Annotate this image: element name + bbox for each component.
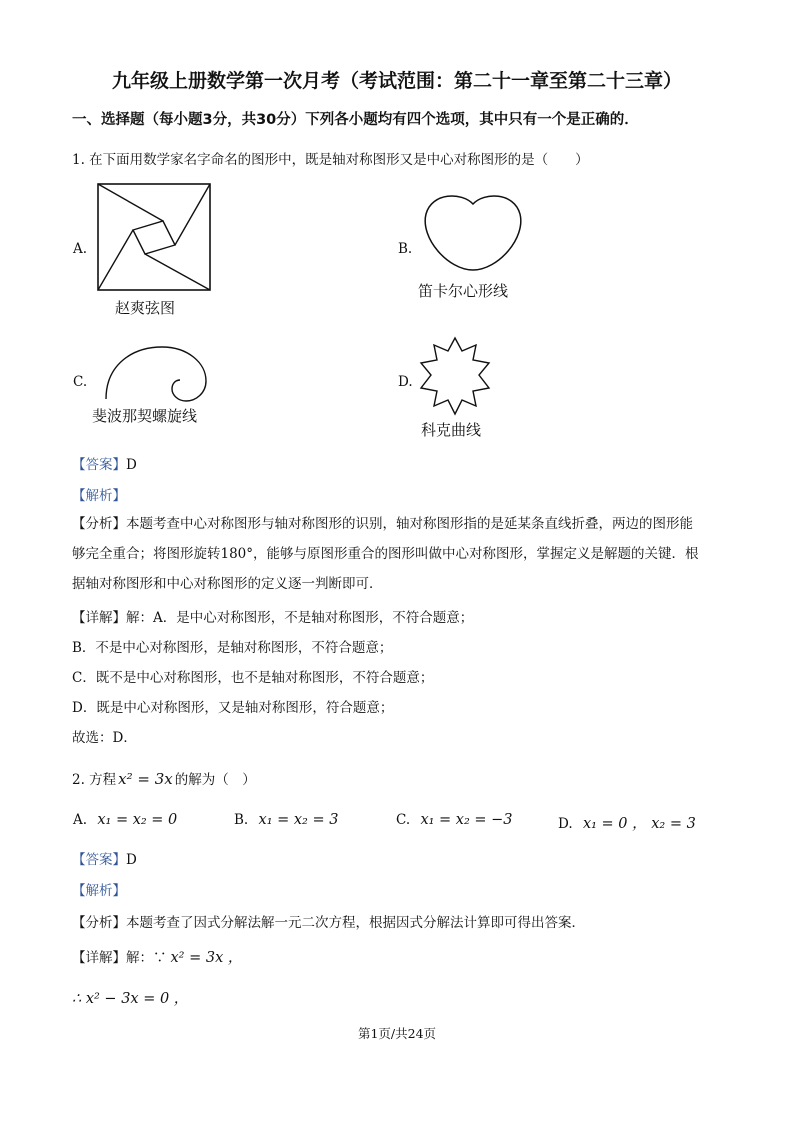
option-label: D. (558, 816, 573, 832)
question-1-stem: 1. 在下面用数学家名字命名的图形中，既是轴对称图形又是中心对称图形的是（ ） (72, 152, 589, 168)
q1-option-a-caption: 赵爽弦图 (115, 299, 176, 317)
detail-equation: ∴ x² − 3x = 0 ， (72, 991, 189, 1007)
answer-value: D (126, 852, 137, 868)
detail-line: 故选：D． (72, 730, 137, 746)
q2-stem-suffix: 的解为（ ） (174, 772, 256, 788)
q1-answer (72, 453, 137, 473)
q2-analysis-line: 【分析】本题考查了因式分解法解一元二次方程，根据因式分解法计算即可得出答案． (72, 915, 585, 931)
detail-line: 【详解】解：A．是中心对称图形，不是轴对称图形，不符合题意； (72, 610, 474, 626)
cardioid-figure (418, 190, 528, 274)
detail-line: C．既不是中心对称图形，也不是轴对称图形，不符合题意； (72, 670, 434, 686)
detail-prefix: 【详解】解：∵ (72, 950, 167, 966)
q2-option-a (73, 812, 177, 828)
q1-option-b-caption: 笛卡尔心形线 (418, 282, 509, 300)
zhao-shuang-diagram-figure (97, 183, 212, 293)
analysis-line: 够完全重合；将图形旋转180°，能够与原图形重合的图形叫做中心对称图形，掌握定义是解题的关键．根 (72, 546, 699, 562)
q2-stem-prefix: 2. 方程 (72, 772, 117, 788)
answer-value: D (126, 457, 137, 473)
fibonacci-spiral-figure (100, 343, 210, 401)
q2-detail-line-1 (72, 946, 242, 967)
q1-analysis-tag: 【解析】 (72, 488, 126, 504)
answer-tag: 【答案】 (72, 852, 126, 868)
q1-analysis-paragraph (72, 509, 724, 599)
q1-detail-paragraph (72, 603, 724, 753)
option-label: B. (234, 812, 249, 828)
q2-detail-line-2 (72, 987, 188, 1008)
page-footer: 第1页/共24页 (357, 1026, 437, 1041)
q1-option-d-caption: 科克曲线 (421, 421, 482, 439)
analysis-line: 【分析】本题考查中心对称图形与轴对称图形的识别，轴对称图形指的是延某条直线折叠，两边的图形能 (72, 516, 693, 532)
section-heading: 一、选择题（每小题3分，共30分）下列各小题均有四个选项，其中只有一个是正确的． (72, 112, 639, 128)
q2-option-b (234, 812, 338, 828)
q2-option-c (396, 812, 513, 828)
option-label: A. (73, 812, 88, 828)
option-text: x₁ = 0 ， x₂ = 3 (582, 816, 696, 832)
option-text: x₁ = x₂ = 3 (258, 812, 339, 828)
q1-option-d-label: D. (398, 374, 413, 390)
detail-line: D．既是中心对称图形，又是轴对称图形，符合题意； (72, 700, 394, 716)
q2-answer (72, 848, 137, 868)
option-text: x₁ = x₂ = 0 (97, 812, 178, 828)
q2-analysis-tag: 【解析】 (72, 883, 126, 899)
option-text: x₁ = x₂ = −3 (420, 812, 513, 828)
option-label: C. (396, 812, 411, 828)
q1-option-c-caption: 斐波那契螺旋线 (92, 407, 198, 425)
question-2-stem (72, 768, 256, 788)
analysis-line: 据轴对称图形和中心对称图形的定义逐一判断即可． (72, 576, 383, 592)
koch-snowflake-figure (413, 336, 497, 416)
page-title: 九年级上册数学第一次月考（考试范围：第二十一章至第二十三章） (111, 70, 682, 92)
answer-tag: 【答案】 (72, 457, 126, 473)
detail-line: B．不是中心对称图形，是轴对称图形，不符合题意； (72, 640, 393, 656)
q2-option-d (558, 812, 696, 833)
q1-option-c-label: C. (73, 374, 88, 390)
q1-option-b-label: B. (398, 241, 413, 257)
q1-option-a-label: A. (73, 241, 88, 257)
q2-stem-equation: x² = 3x (118, 770, 173, 788)
detail-equation: x² = 3x ， (170, 950, 243, 966)
